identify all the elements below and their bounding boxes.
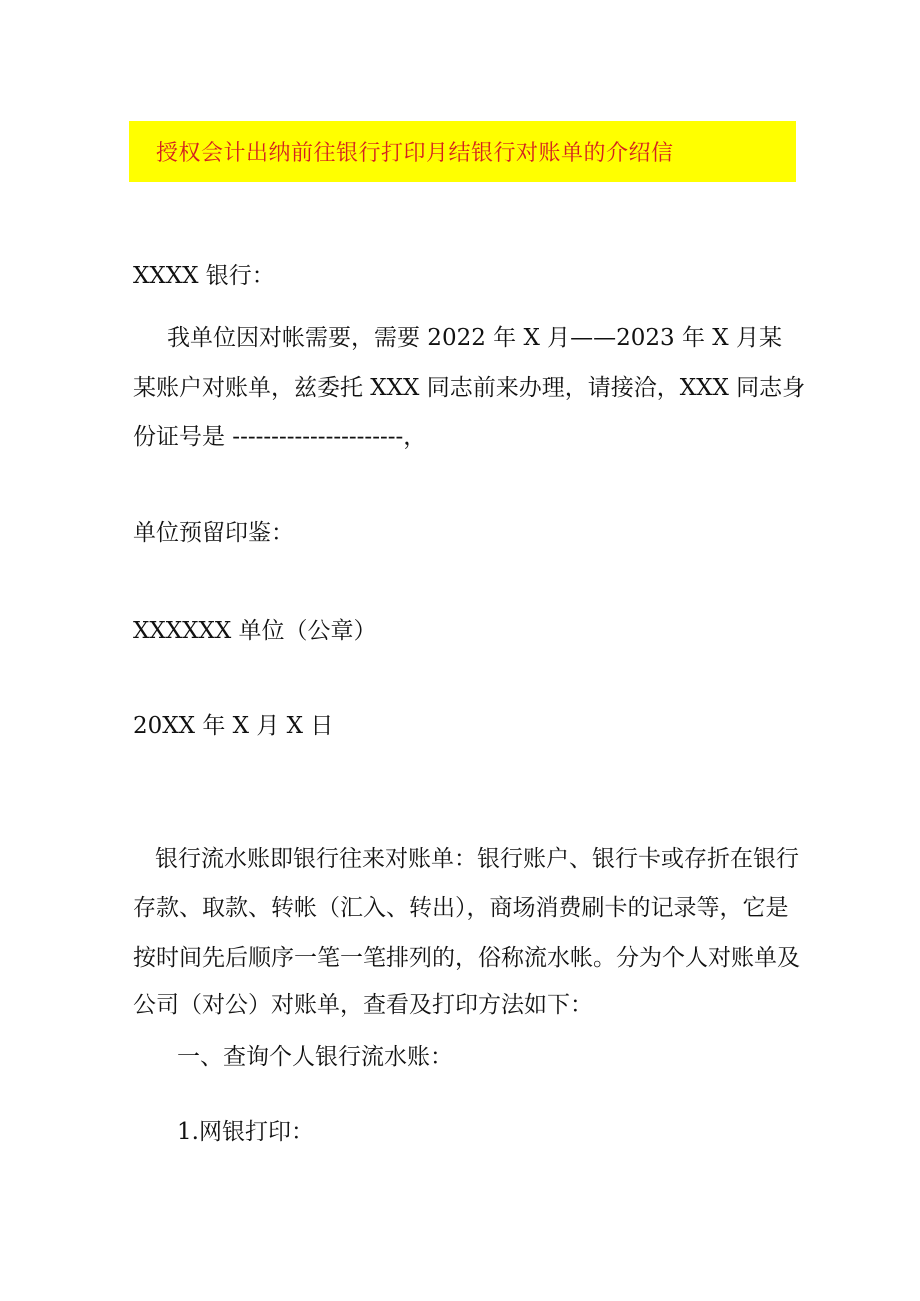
title-banner — [129, 121, 796, 182]
explanation-line-1: 银行流水账即银行往来对账单：银行账户、银行卡或存折在银行 — [155, 846, 799, 872]
letter-body-line-2: 某账户对账单，兹委托 XXX 同志前来办理，请接洽，XXX 同志身 — [133, 375, 806, 401]
letter-body-line-3: 份证号是 ----------------------， — [133, 424, 427, 450]
explanation-line-2: 存款、取款、转帐（汇入、转出），商场消费刷卡的记录等，它是 — [133, 895, 789, 921]
letter-body-line-1: 我单位因对帐需要，需要 2022 年 X 月——2023 年 X 月某 — [167, 325, 782, 351]
subsection-heading: 1.网银打印： — [177, 1119, 314, 1145]
letter-salutation: XXXX 银行： — [133, 263, 275, 289]
letter-date: 20XX 年 X 月 X 日 — [133, 713, 334, 739]
document-title: 授权会计出纳前往银行打印月结银行对账单的介绍信 — [156, 141, 674, 166]
signer-unit: XXXXXX 单位（公章） — [133, 618, 377, 644]
explanation-line-3: 按时间先后顺序一笔一笔排列的，俗称流水帐。分为个人对账单及 — [133, 945, 800, 971]
seal-label: 单位预留印鉴： — [133, 520, 294, 546]
section-heading: 一、查询个人银行流水账： — [177, 1044, 453, 1070]
explanation-line-4: 公司（对公）对账单，查看及打印方法如下： — [133, 992, 593, 1018]
